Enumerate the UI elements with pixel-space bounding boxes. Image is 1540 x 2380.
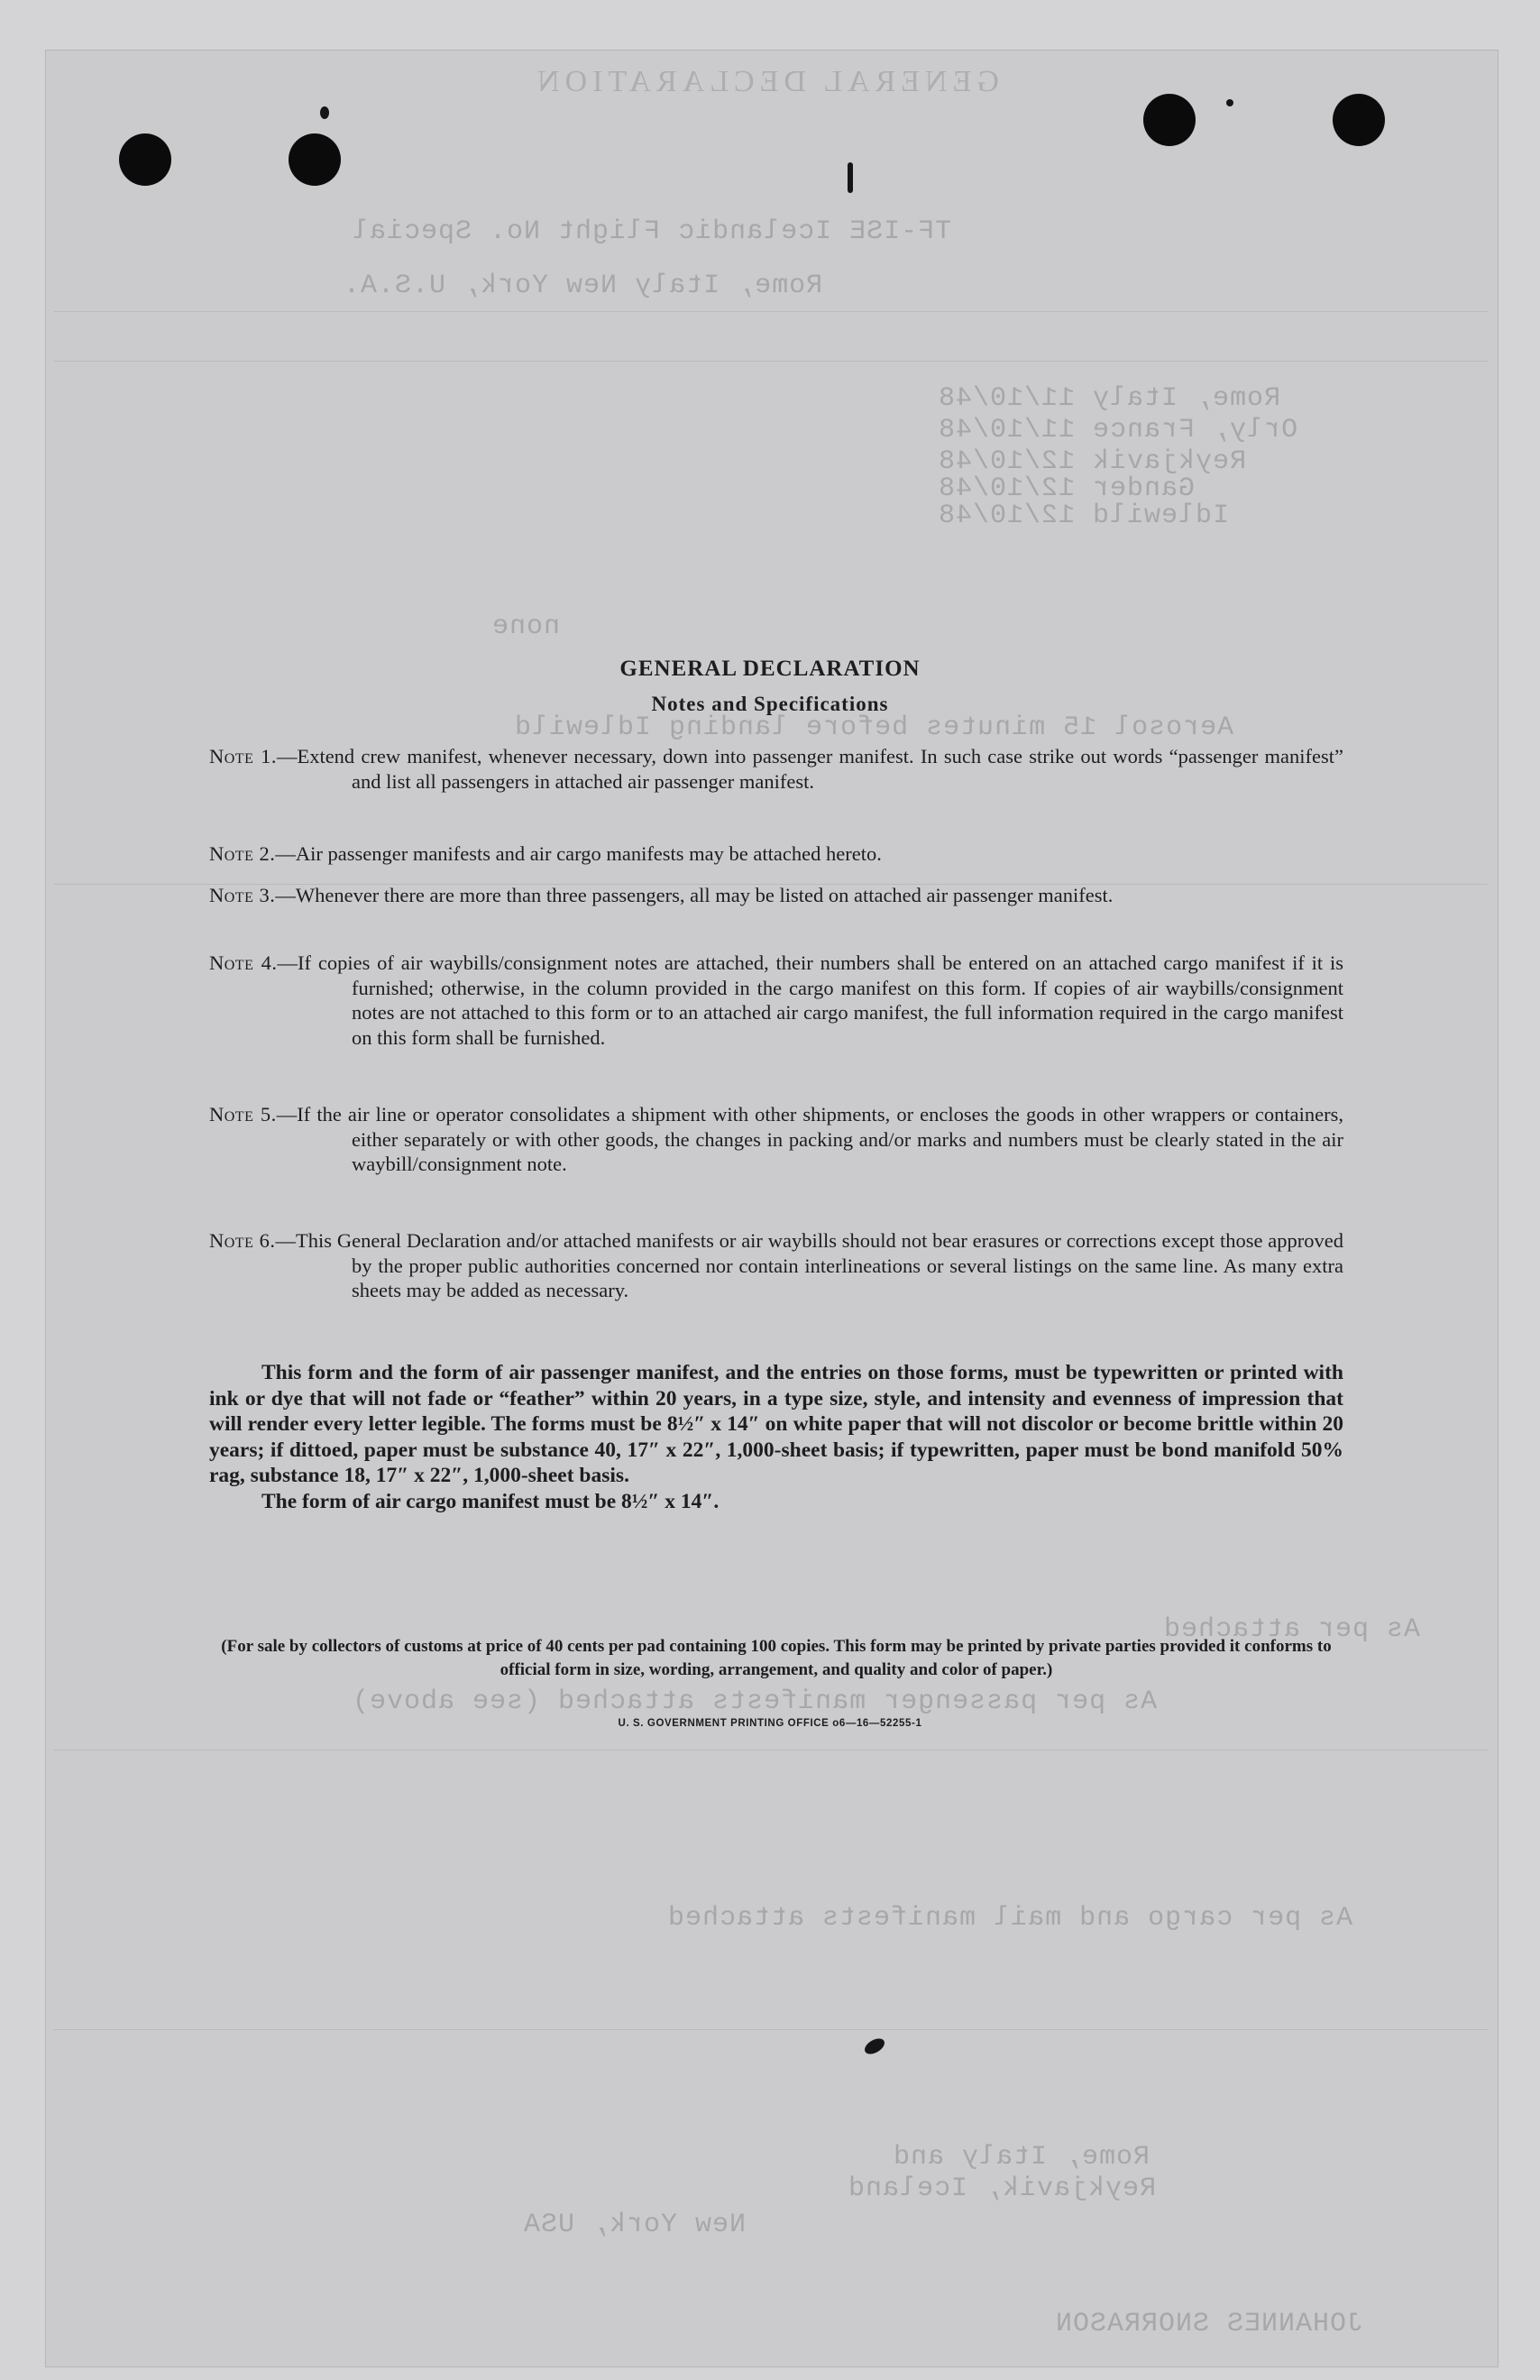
bleed-itinerary-3: Reykjavik 12/10/48 — [938, 446, 1247, 477]
note-label: Note 5. — [209, 1103, 277, 1126]
bleed-rule — [54, 311, 1488, 312]
note-text: —Extend crew manifest, whenever necessary, down into passenger manifest. In such case strike out words “passenger manifest” and list all passengers in attached air passenger manifest. — [276, 745, 1343, 793]
note-5 — [209, 1102, 1343, 1177]
ink-speck — [848, 162, 853, 193]
note-2 — [209, 841, 1343, 867]
note-label: Note 6. — [209, 1229, 276, 1252]
bleed-flight-line: TF-ISE Icelandic Flight No. Special — [352, 216, 952, 247]
bleed-crew-2: Reykjavik, Iceland — [848, 2173, 1157, 2204]
page-subtitle: Notes and Specifications — [651, 693, 889, 715]
document-page — [45, 50, 1499, 2367]
specification-paragraph — [209, 1360, 1343, 1514]
bleed-header: GENERAL DECLARATION — [532, 65, 999, 98]
note-4 — [209, 951, 1343, 1050]
note-6 — [209, 1228, 1343, 1303]
cargo-manifest-size: The form of air cargo manifest must be 8½″ x 14″. — [261, 1489, 720, 1513]
bleed-itinerary-2: Orly, France 11/10/48 — [938, 415, 1298, 446]
punch-hole-right-2 — [1333, 94, 1385, 146]
bleed-as-per: As per attached — [1163, 1614, 1421, 1645]
note-3 — [209, 883, 1343, 908]
note-text: —If copies of air waybills/consignment notes are attached, their numbers shall be entered on an attached cargo manifest if it is furnished; otherwise, in the column provided in the cargo manifest on this form. If copies of air waybills/consignment notes are not attached to this form or to an attached air cargo manifest, the full information required in the cargo manifest on this form shall be furnished. — [277, 951, 1343, 1049]
sale-note: (For sale by collectors of customs at price of 40 cents per pad containing 100 copies. This form may be printed by private parties provided it conforms to official form in size, wording, arrangement, and quality and color of paper.) — [221, 1637, 1332, 1679]
ink-speck — [320, 106, 329, 119]
note-label: Note 2. — [209, 842, 276, 865]
note-label: Note 4. — [209, 951, 278, 974]
bleed-itinerary-4: Gander 12/10/48 — [938, 473, 1196, 504]
punch-hole-left-2 — [289, 133, 341, 186]
note-1 — [209, 744, 1343, 794]
note-label: Note 1. — [209, 745, 277, 767]
note-text: —This General Declaration and/or attached manifests or air waybills should not bear erasures or corrections except those approved by the proper public authorities concerned nor contain interlineations or several listings on the same line. As many extra sheets may be added as necessary. — [275, 1229, 1343, 1301]
bleed-passenger-line: As per passenger manifests attached (see above) — [352, 1686, 1158, 1717]
bleed-crew-1: Rome, Italy and — [893, 2142, 1150, 2173]
note-text: —Whenever there are more than three passengers, all may be listed on attached air passenger manifest. — [275, 884, 1114, 906]
bleed-aerosol: Aerosol 15 minutes before landing Idlewild — [514, 712, 1234, 743]
note-label: Note 3. — [209, 884, 276, 906]
bleed-rule — [54, 2029, 1488, 2030]
note-text: —Air passenger manifests and air cargo manifests may be attached hereto. — [275, 842, 882, 865]
note-text: —If the air line or operator consolidates a shipment with other shipments, or encloses the goods in other wrappers or containers, either separately or with other goods, the changes in packing and/or marks and numbers must be clearly stated in the air waybill/consignment note. — [276, 1103, 1343, 1175]
bleed-route-line: Rome, Italy New York, U.S.A. — [343, 271, 823, 301]
page-title: GENERAL DECLARATION — [619, 657, 921, 681]
ink-speck — [1226, 99, 1233, 106]
bleed-rule — [54, 1750, 1488, 1751]
bleed-signature: JOHANNES SNORRASON — [1055, 2309, 1364, 2339]
bleed-rule — [54, 361, 1488, 362]
bleed-cargo-line: As per cargo and mail manifests attached — [667, 1903, 1353, 1934]
bleed-crew-3: New York, USA — [523, 2210, 747, 2240]
punch-hole-right-1 — [1143, 94, 1196, 146]
specification-text: This form and the form of air passenger manifest, and the entries on those forms, must be typewritten or printed with ink or dye that will not fade or “feather” within 20 years, in a type size, style, and intensity and evenness of impression that will render every letter legible. The forms must be 8½″ x 14″ on white paper that will not discolor or become brittle within 20 years; if dittoed, paper must be substance 40, 17″ x 22″, 1,000-sheet basis; if typewritten, paper must be bond manifold 50% rag, substance 18, 17″ x 22″, 1,000-sheet basis. — [209, 1361, 1343, 1487]
bleed-none: none — [491, 611, 561, 642]
printer-line: U. S. GOVERNMENT PRINTING OFFICE o6—16—52255-1 — [618, 1718, 922, 1729]
bleed-itinerary-1: Rome, Italy 11/10/48 — [938, 383, 1281, 414]
bleed-itinerary-5: Idlewild 12/10/48 — [938, 501, 1230, 531]
punch-hole-left-1 — [119, 133, 171, 186]
